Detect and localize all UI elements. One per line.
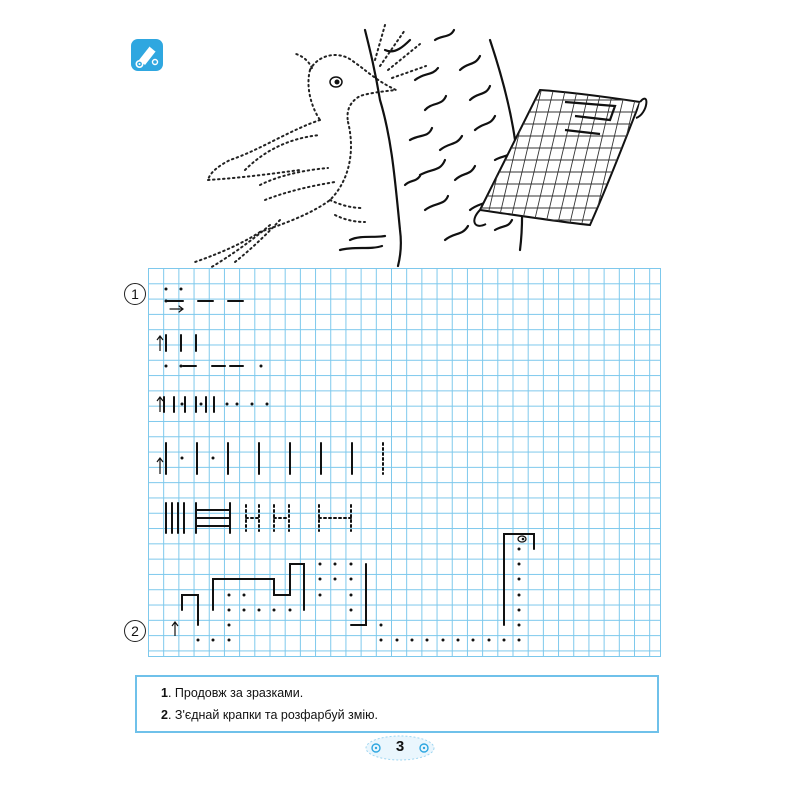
exercise-number-1: 1 xyxy=(124,283,146,305)
pencil-gears-icon xyxy=(130,38,164,72)
task-1: 1. Продовж за зразками. xyxy=(161,686,304,700)
squared-paper-grid xyxy=(148,268,661,657)
task-2: 2. З'єднай крапки та розфарбуй змію. xyxy=(161,708,378,722)
exercise-number-2: 2 xyxy=(124,620,146,642)
woodpecker-tree-illustration xyxy=(170,10,670,272)
page-number-badge xyxy=(364,734,436,762)
task-instructions-box xyxy=(135,675,659,733)
page-number: 3 xyxy=(395,738,405,755)
